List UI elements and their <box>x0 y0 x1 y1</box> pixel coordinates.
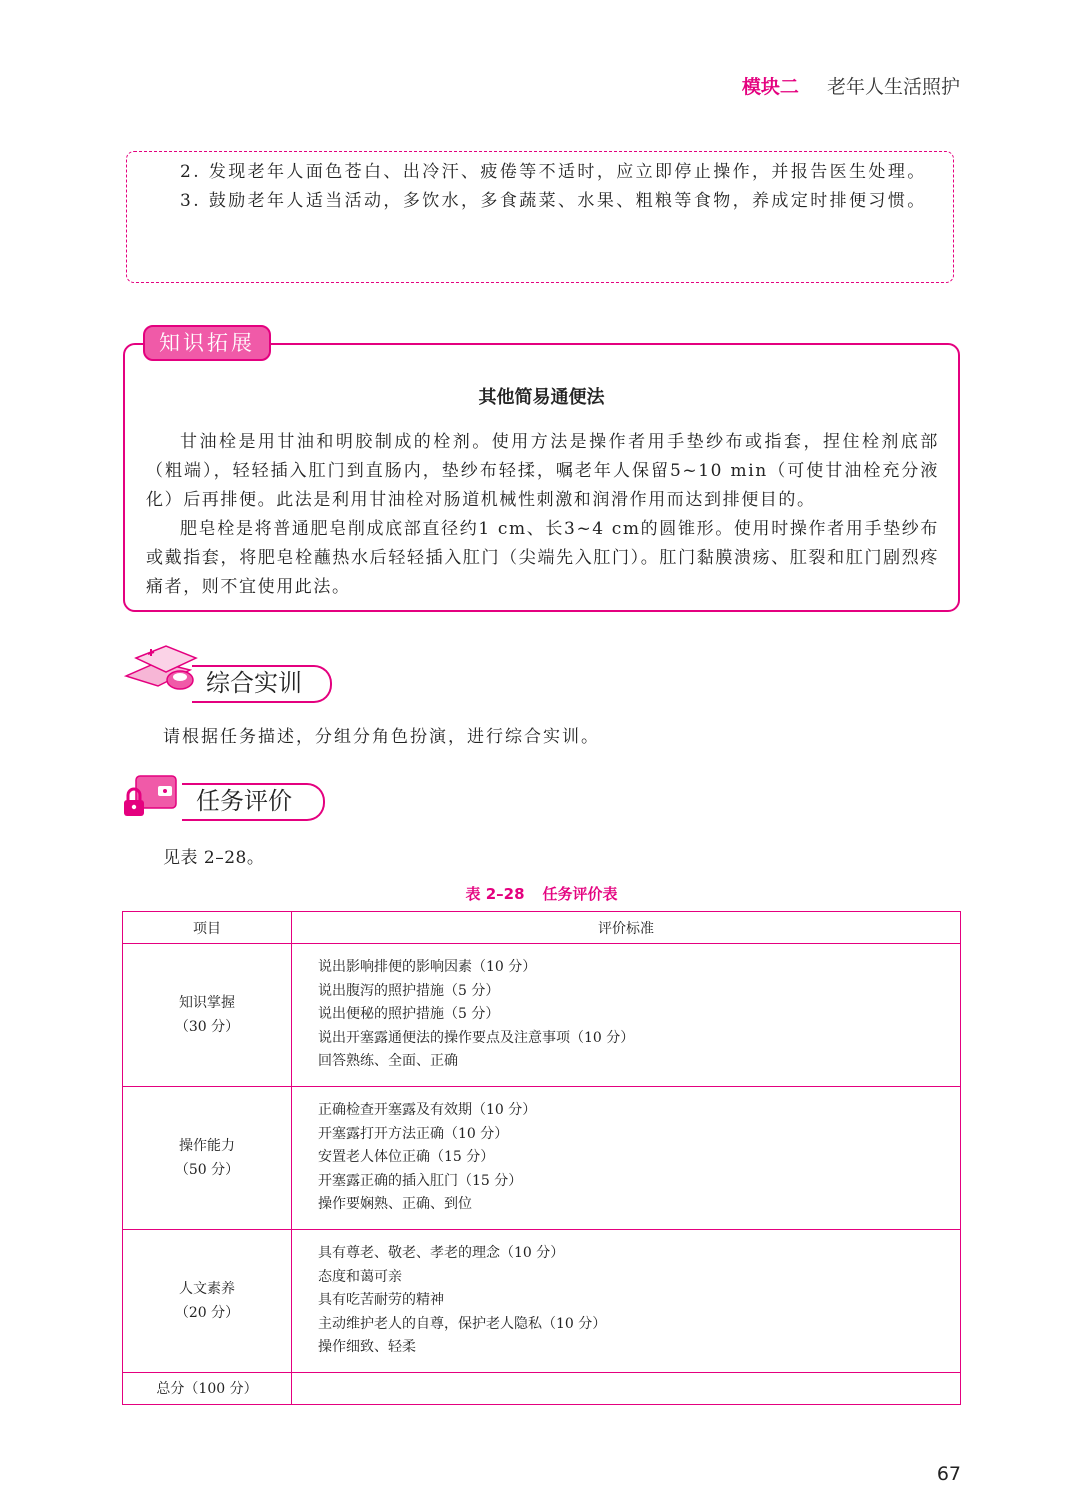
note-item: 3. 鼓励老年人适当活动，多饮水，多食蔬菜、水果、粗粮等食物，养成定时排便习惯。 <box>180 191 927 211</box>
table-caption-title: 任务评价表 <box>542 885 618 903</box>
page-number: 67 <box>936 1463 961 1485</box>
item-name: 知识掌握 <box>179 995 235 1011</box>
item-score: （50 分） <box>174 1162 240 1178</box>
criteria-line: 说出开塞露通便法的操作要点及注意事项（10 分） <box>318 1029 635 1046</box>
table-header-item: 项目 <box>123 912 292 944</box>
criteria-line: 说出影响排便的影响因素（10 分） <box>318 959 537 976</box>
knowledge-tag: 知识拓展 <box>143 325 271 361</box>
criteria-line: 主动维护老人的自尊，保护老人隐私（10 分） <box>318 1315 607 1332</box>
training-heading: 综合实训 <box>192 665 332 703</box>
note-item: 2. 发现老年人面色苍白、出冷汗、疲倦等不适时，应立即停止操作，并报告医生处理。 <box>180 162 927 182</box>
module-label: 模块二 <box>741 76 799 98</box>
table-row <box>123 1230 961 1373</box>
knowledge-text <box>146 428 939 602</box>
section-label: 老年人生活照护 <box>826 76 960 98</box>
table-criteria-cell <box>292 944 961 1087</box>
criteria-line: 回答熟练、全面、正确 <box>318 1053 458 1070</box>
table-item-cell <box>123 1230 292 1373</box>
evaluation-heading: 任务评价 <box>182 783 325 821</box>
item-name: 操作能力 <box>179 1138 235 1154</box>
table-total-row <box>123 1373 961 1405</box>
evaluation-table <box>122 911 961 1405</box>
criteria-line: 开塞露正确的插入肛门（15 分） <box>318 1172 523 1189</box>
item-score: （30 分） <box>174 1019 240 1035</box>
criteria-line: 安置老人体位正确（15 分） <box>318 1149 495 1166</box>
table-caption-number: 表 2–28 <box>465 885 525 903</box>
table-header-criteria: 评价标准 <box>292 912 961 944</box>
total-label: 总分（100 分） <box>123 1373 292 1405</box>
table-criteria-cell <box>292 1087 961 1230</box>
table-row <box>123 944 961 1087</box>
table-item-cell <box>123 944 292 1087</box>
knowledge-title: 其他简易通便法 <box>478 387 605 408</box>
wallet-lock-icon <box>120 770 182 820</box>
item-score: （20 分） <box>174 1305 240 1321</box>
table-item-cell <box>123 1087 292 1230</box>
criteria-line: 操作要娴熟、正确、到位 <box>318 1196 472 1213</box>
criteria-line: 操作细致、轻柔 <box>318 1339 416 1356</box>
criteria-line: 说出腹泻的照护措施（5 分） <box>318 982 500 999</box>
training-text: 请根据任务描述，分组分角色扮演，进行综合实训。 <box>163 727 600 747</box>
criteria-line: 具有吃苦耐劳的精神 <box>318 1292 444 1309</box>
criteria-line: 说出便秘的照护措施（5 分） <box>318 1006 500 1023</box>
table-caption <box>123 883 960 904</box>
total-value <box>292 1373 961 1405</box>
criteria-line: 态度和蔼可亲 <box>318 1268 402 1285</box>
criteria-line: 具有尊老、敬老、孝老的理念（10 分） <box>318 1245 565 1262</box>
table-header-row <box>123 912 961 944</box>
notes-box <box>146 158 936 216</box>
table-row <box>123 1087 961 1230</box>
knowledge-paragraph: 甘油栓是用甘油和明胶制成的栓剂。使用方法是操作者用手垫纱布或指套，捏住栓剂底部（粗端），轻轻插入肛门到直肠内，垫纱布轻揉，嘱老年人保留5~10 min（可使甘油栓充分液化）后再排便。此法是利用甘油栓对肠道机械性刺激和润滑作用而达到排便目的。 <box>146 432 939 510</box>
evaluation-text: 见表 2–28。 <box>163 848 265 868</box>
knowledge-paragraph: 肥皂栓是将普通肥皂削成底部直径约1 cm、长3~4 cm的圆锥形。使用时操作者用手垫纱布或戴指套，将肥皂栓蘸热水后轻轻插入肛门（尖端先入肛门）。肛门黏膜溃疡、肛裂和肛门剧烈疼痛者，则不宜使用此法。 <box>146 519 939 597</box>
criteria-line: 开塞露打开方法正确（10 分） <box>318 1125 509 1142</box>
item-name: 人文素养 <box>179 1281 235 1297</box>
running-header <box>742 72 960 99</box>
table-criteria-cell <box>292 1230 961 1373</box>
criteria-line: 正确检查开塞露及有效期（10 分） <box>318 1102 537 1119</box>
